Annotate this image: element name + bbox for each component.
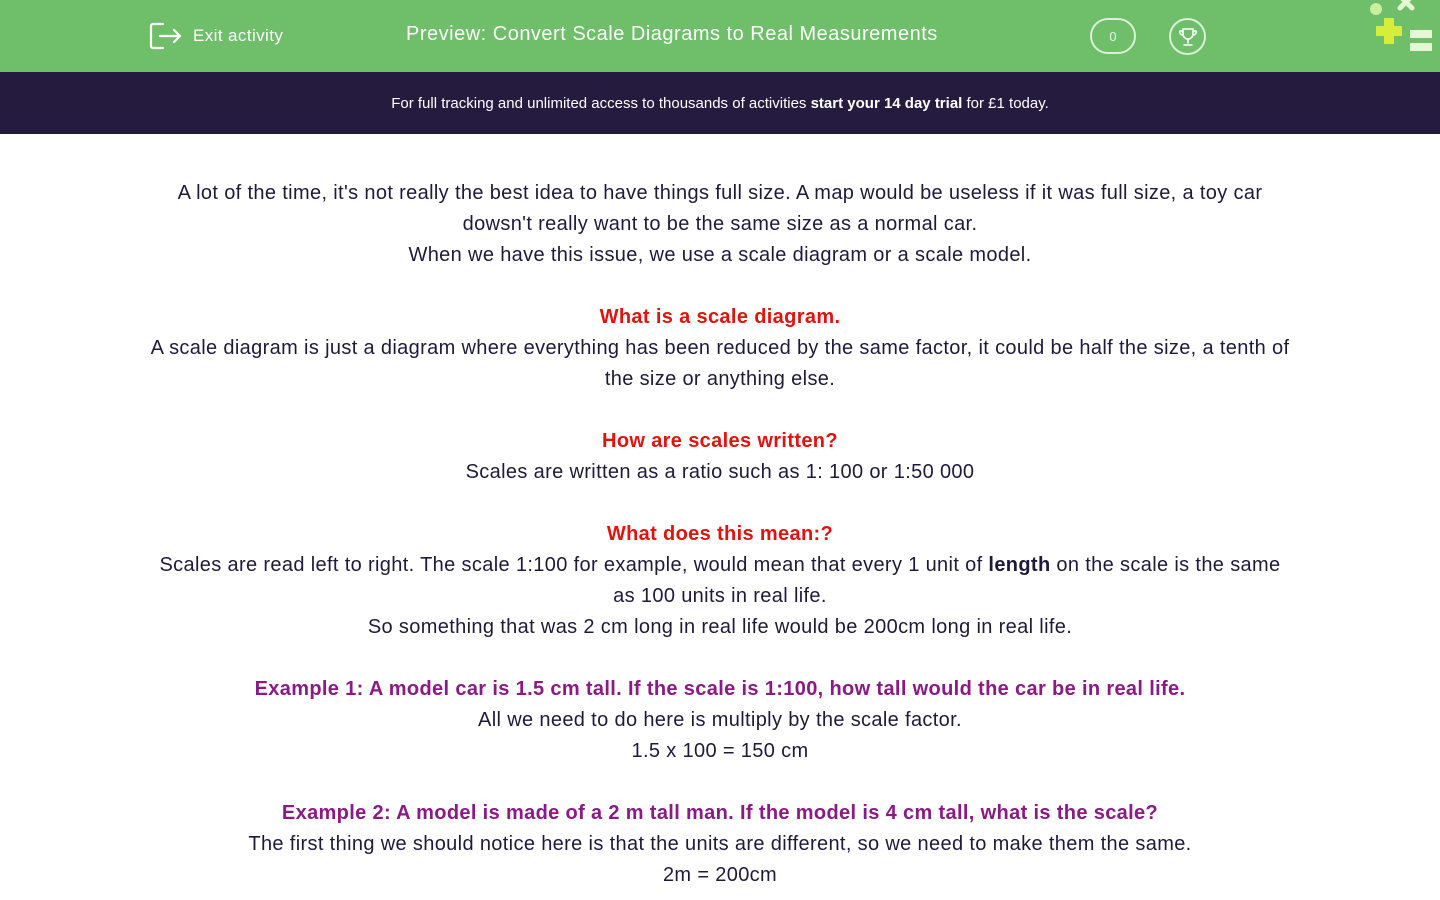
exit-activity-label: Exit activity: [193, 26, 284, 45]
example-2-line-2: 2m = 200cm: [662, 864, 778, 886]
lesson-content: [150, 178, 1290, 891]
meaning-text: [150, 550, 1290, 612]
banner-text-end: for £1 today.: [962, 94, 1049, 112]
start-trial-link[interactable]: start your 14 day trial: [810, 94, 963, 112]
scale-diagram-text: A scale diagram is just a diagram where everything has been reduced by the same factor, it could be half the size, a tenth of the size or anything else.: [150, 337, 1290, 390]
brand-logo-icon: [1366, 0, 1440, 60]
trial-banner: [0, 72, 1440, 134]
exit-icon: [149, 22, 183, 50]
top-bar: [0, 0, 1440, 72]
meaning-text-start: Scales are read left to right. The scale 1:100 for example, would mean that every 1 unit of: [159, 554, 989, 576]
exit-activity-button[interactable]: [149, 20, 283, 52]
example-2-line-1: The first thing we should notice here is that the units are different, so we need to make them the same.: [248, 833, 1192, 855]
meaning-bold-word: length: [988, 554, 1051, 576]
score-badge: 0: [1090, 18, 1136, 54]
page-title: Preview: Convert Scale Diagrams to Real Measurements: [406, 23, 938, 45]
intro-paragraph-2: When we have this issue, we use a scale diagram or a scale model.: [408, 244, 1032, 266]
heading-meaning: What does this mean:?: [606, 523, 834, 545]
scales-written-text: Scales are written as a ratio such as 1: 100 or 1:50 000: [465, 461, 975, 483]
example-1-line-1: All we need to do here is multiply by the scale factor.: [478, 709, 962, 731]
trophy-button[interactable]: [1169, 18, 1206, 55]
banner-text: For full tracking and unlimited access to thousands of activities: [391, 94, 811, 112]
heading-scales-written: How are scales written?: [602, 430, 838, 452]
example-2-heading: Example 2: A model is made of a 2 m tall man. If the model is 4 cm tall, what is the scale?: [281, 802, 1159, 824]
intro-paragraph: A lot of the time, it's not really the best idea to have things full size. A map would be useless if it was full size, a toy car dowsn't really want to be the same size as a normal car.: [177, 182, 1263, 235]
meaning-text-2: So something that was 2 cm long in real life would be 200cm long in real life.: [367, 616, 1073, 638]
example-1-heading: Example 1: A model car is 1.5 cm tall. If the scale is 1:100, how tall would the car be in real life.: [254, 678, 1186, 700]
heading-scale-diagram: What is a scale diagram.: [599, 306, 841, 328]
trophy-icon: [1177, 26, 1199, 48]
meaning-text-end: on the scale is the same as 100 units in real life.: [613, 554, 1281, 607]
example-1-line-2: 1.5 x 100 = 150 cm: [631, 740, 809, 762]
